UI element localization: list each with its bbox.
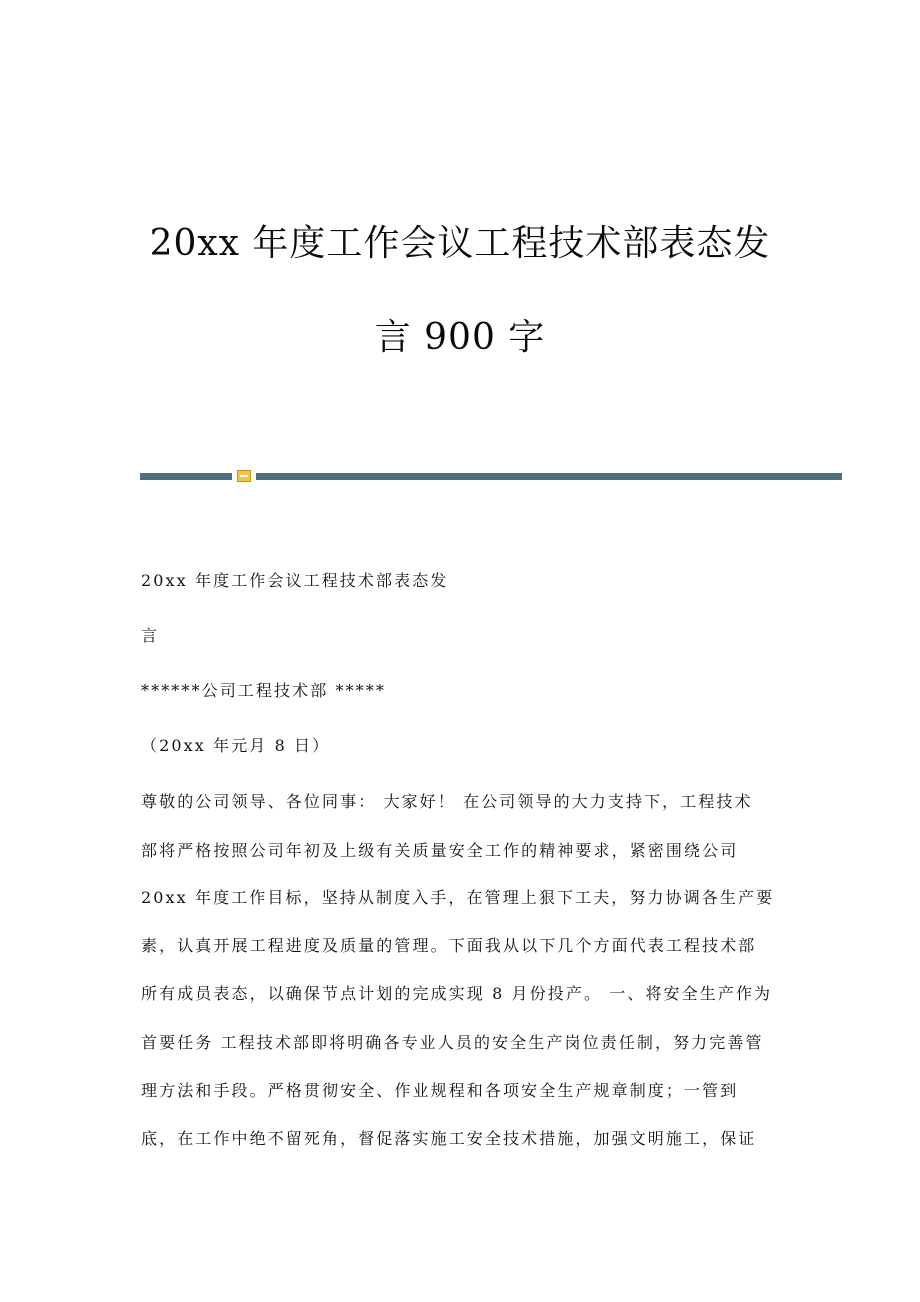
body-line: 首要任务 工程技术部即将明确各专业人员的安全生产岗位责任制，努力完善管 bbox=[141, 1033, 764, 1052]
body-line: 素，认真开展工程进度及质量的管理。下面我从以下几个方面代表工程技术部 bbox=[141, 936, 757, 955]
divider-bar-right bbox=[256, 473, 842, 480]
body-line: 言 bbox=[141, 626, 160, 645]
body-line: （20xx 年元月 8 日） bbox=[141, 736, 331, 755]
body-line: 尊敬的公司领导、各位同事： 大家好！ 在公司领导的大力支持下，工程技术 bbox=[141, 792, 753, 811]
title-divider bbox=[140, 470, 842, 482]
body-line: 部将严格按照公司年初及上级有关质量安全工作的精神要求，紧密围绕公司 bbox=[141, 841, 739, 860]
document-title-line-1: 20xx 年度工作会议工程技术部表态发 bbox=[149, 223, 771, 264]
body-line: 理方法和手段。严格贯彻安全、作业规程和各项安全生产规章制度；一管到 bbox=[141, 1081, 739, 1100]
body-line: 底，在工作中绝不留死角，督促落实施工安全技术措施，加强文明施工，保证 bbox=[141, 1129, 757, 1148]
divider-bar-left bbox=[140, 473, 232, 480]
body-line: ******公司工程技术部 ***** bbox=[141, 681, 386, 700]
document-title-line-2: 言 900 字 bbox=[374, 317, 546, 358]
body-line: 20xx 年度工作会议工程技术部表态发 bbox=[141, 571, 449, 590]
body-line: 20xx 年度工作目标，坚持从制度入手，在管理上狠下工夫，努力协调各生产要 bbox=[141, 888, 775, 907]
body-line: 所有成员表态，以确保节点计划的完成实现 8 月份投产。 一、将安全生产作为 bbox=[141, 984, 773, 1003]
divider-ornament-icon bbox=[237, 470, 251, 482]
